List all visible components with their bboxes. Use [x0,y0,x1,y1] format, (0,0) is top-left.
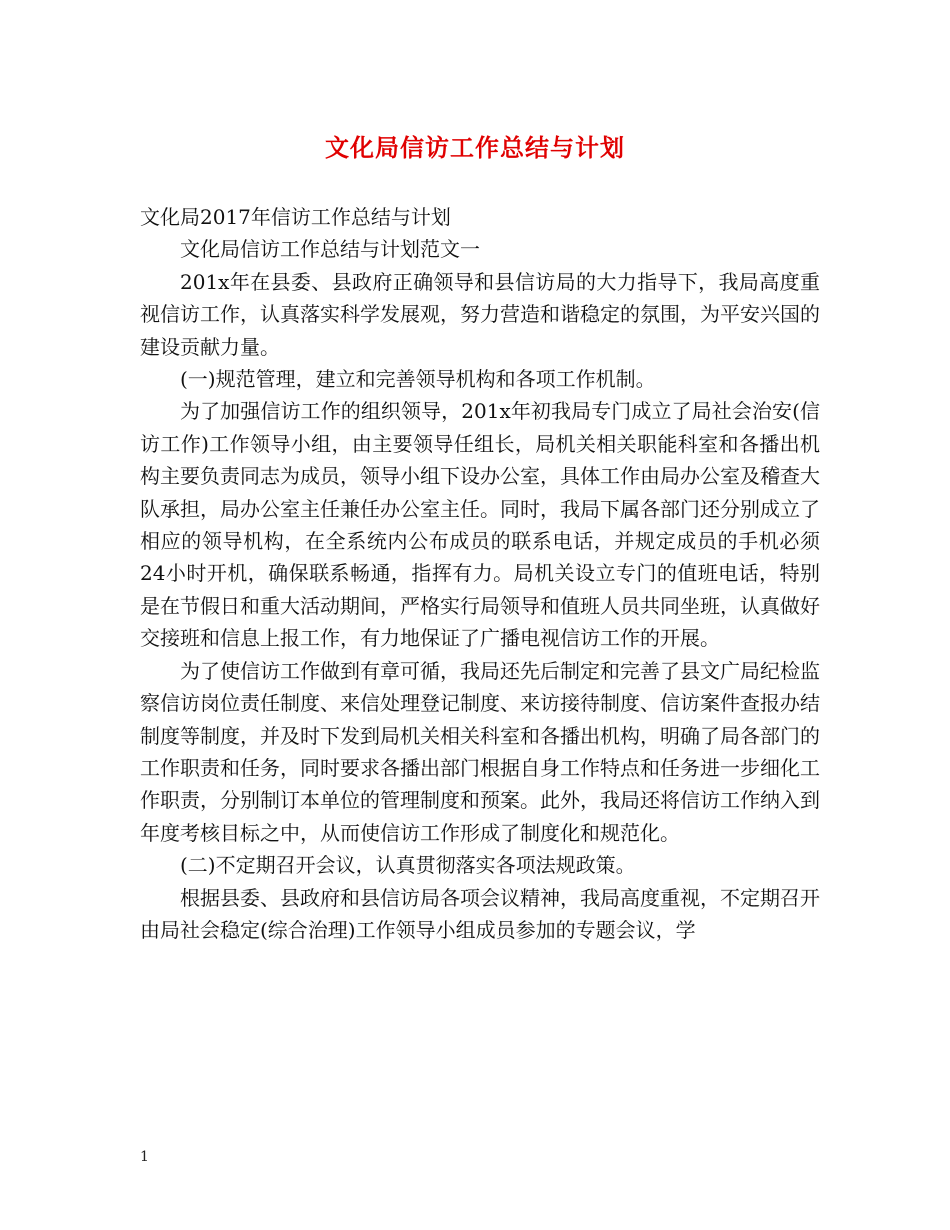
paragraph: 201x年在县委、县政府正确领导和县信访局的大力指导下，我局高度重视信访工作，认真落实科学发展观，努力营造和谐稳定的氛围，为平安兴国的建设贡献力量。 [140,269,820,359]
paragraph: 根据县委、县政府和县信访局各项会议精神，我局高度重视，不定期召开由局社会稳定(综合治理)工作领导小组成员参加的专题会议，学 [140,885,820,942]
document-title: 文化局信访工作总结与计划 [325,133,625,162]
section-heading: (一)规范管理，建立和完善领导机构和各项工作机制。 [180,367,656,392]
subtitle-line: 文化局2017年信访工作总结与计划 [140,205,451,229]
document-body [140,201,820,946]
section-heading: 文化局信访工作总结与计划范文一 [180,237,480,262]
paragraph: 为了使信访工作做到有章可循，我局还先后制定和完善了县文广局纪检监察信访岗位责任制度、来信处理登记制度、来访接待制度、信访案件查报办结制度等制度，并及时下发到局机关相关科室和各播出机构，明确了局各部门的工作职责和任务，同时要求各播出部门根据自身工作特点和任务进一步细化工作职责，分别制订本单位的管理制度和预案。此外，我局还将信访工作纳入到年度考核目标之中，从而使信访工作形成了制度化和规范化。 [140,658,820,845]
paragraph: 为了加强信访工作的组织领导，201x年初我局专门成立了局社会治安(信访工作)工作领导小组，由主要领导任组长，局机关相关职能科室和各播出机构主要负责同志为成员，领导小组下设办公室，具体工作由局办公室及稽查大队承担，局办公室主任兼任办公室主任。同时，我局下属各部门还分别成立了相应的领导机构，在全系统内公布成员的联系电话，并规定成员的手机必须24小时开机，确保联系畅通，指挥有力。局机关设立专门的值班电话，特别是在节假日和重大活动期间，严格实行局领导和值班人员共同坐班，认真做好交接班和信息上报工作，有力地保证了广播电视信访工作的开展。 [140,399,820,651]
page-number: 1 [140,1149,149,1165]
section-heading: (二)不定期召开会议，认真贯彻落实各项法规政策。 [180,853,636,878]
